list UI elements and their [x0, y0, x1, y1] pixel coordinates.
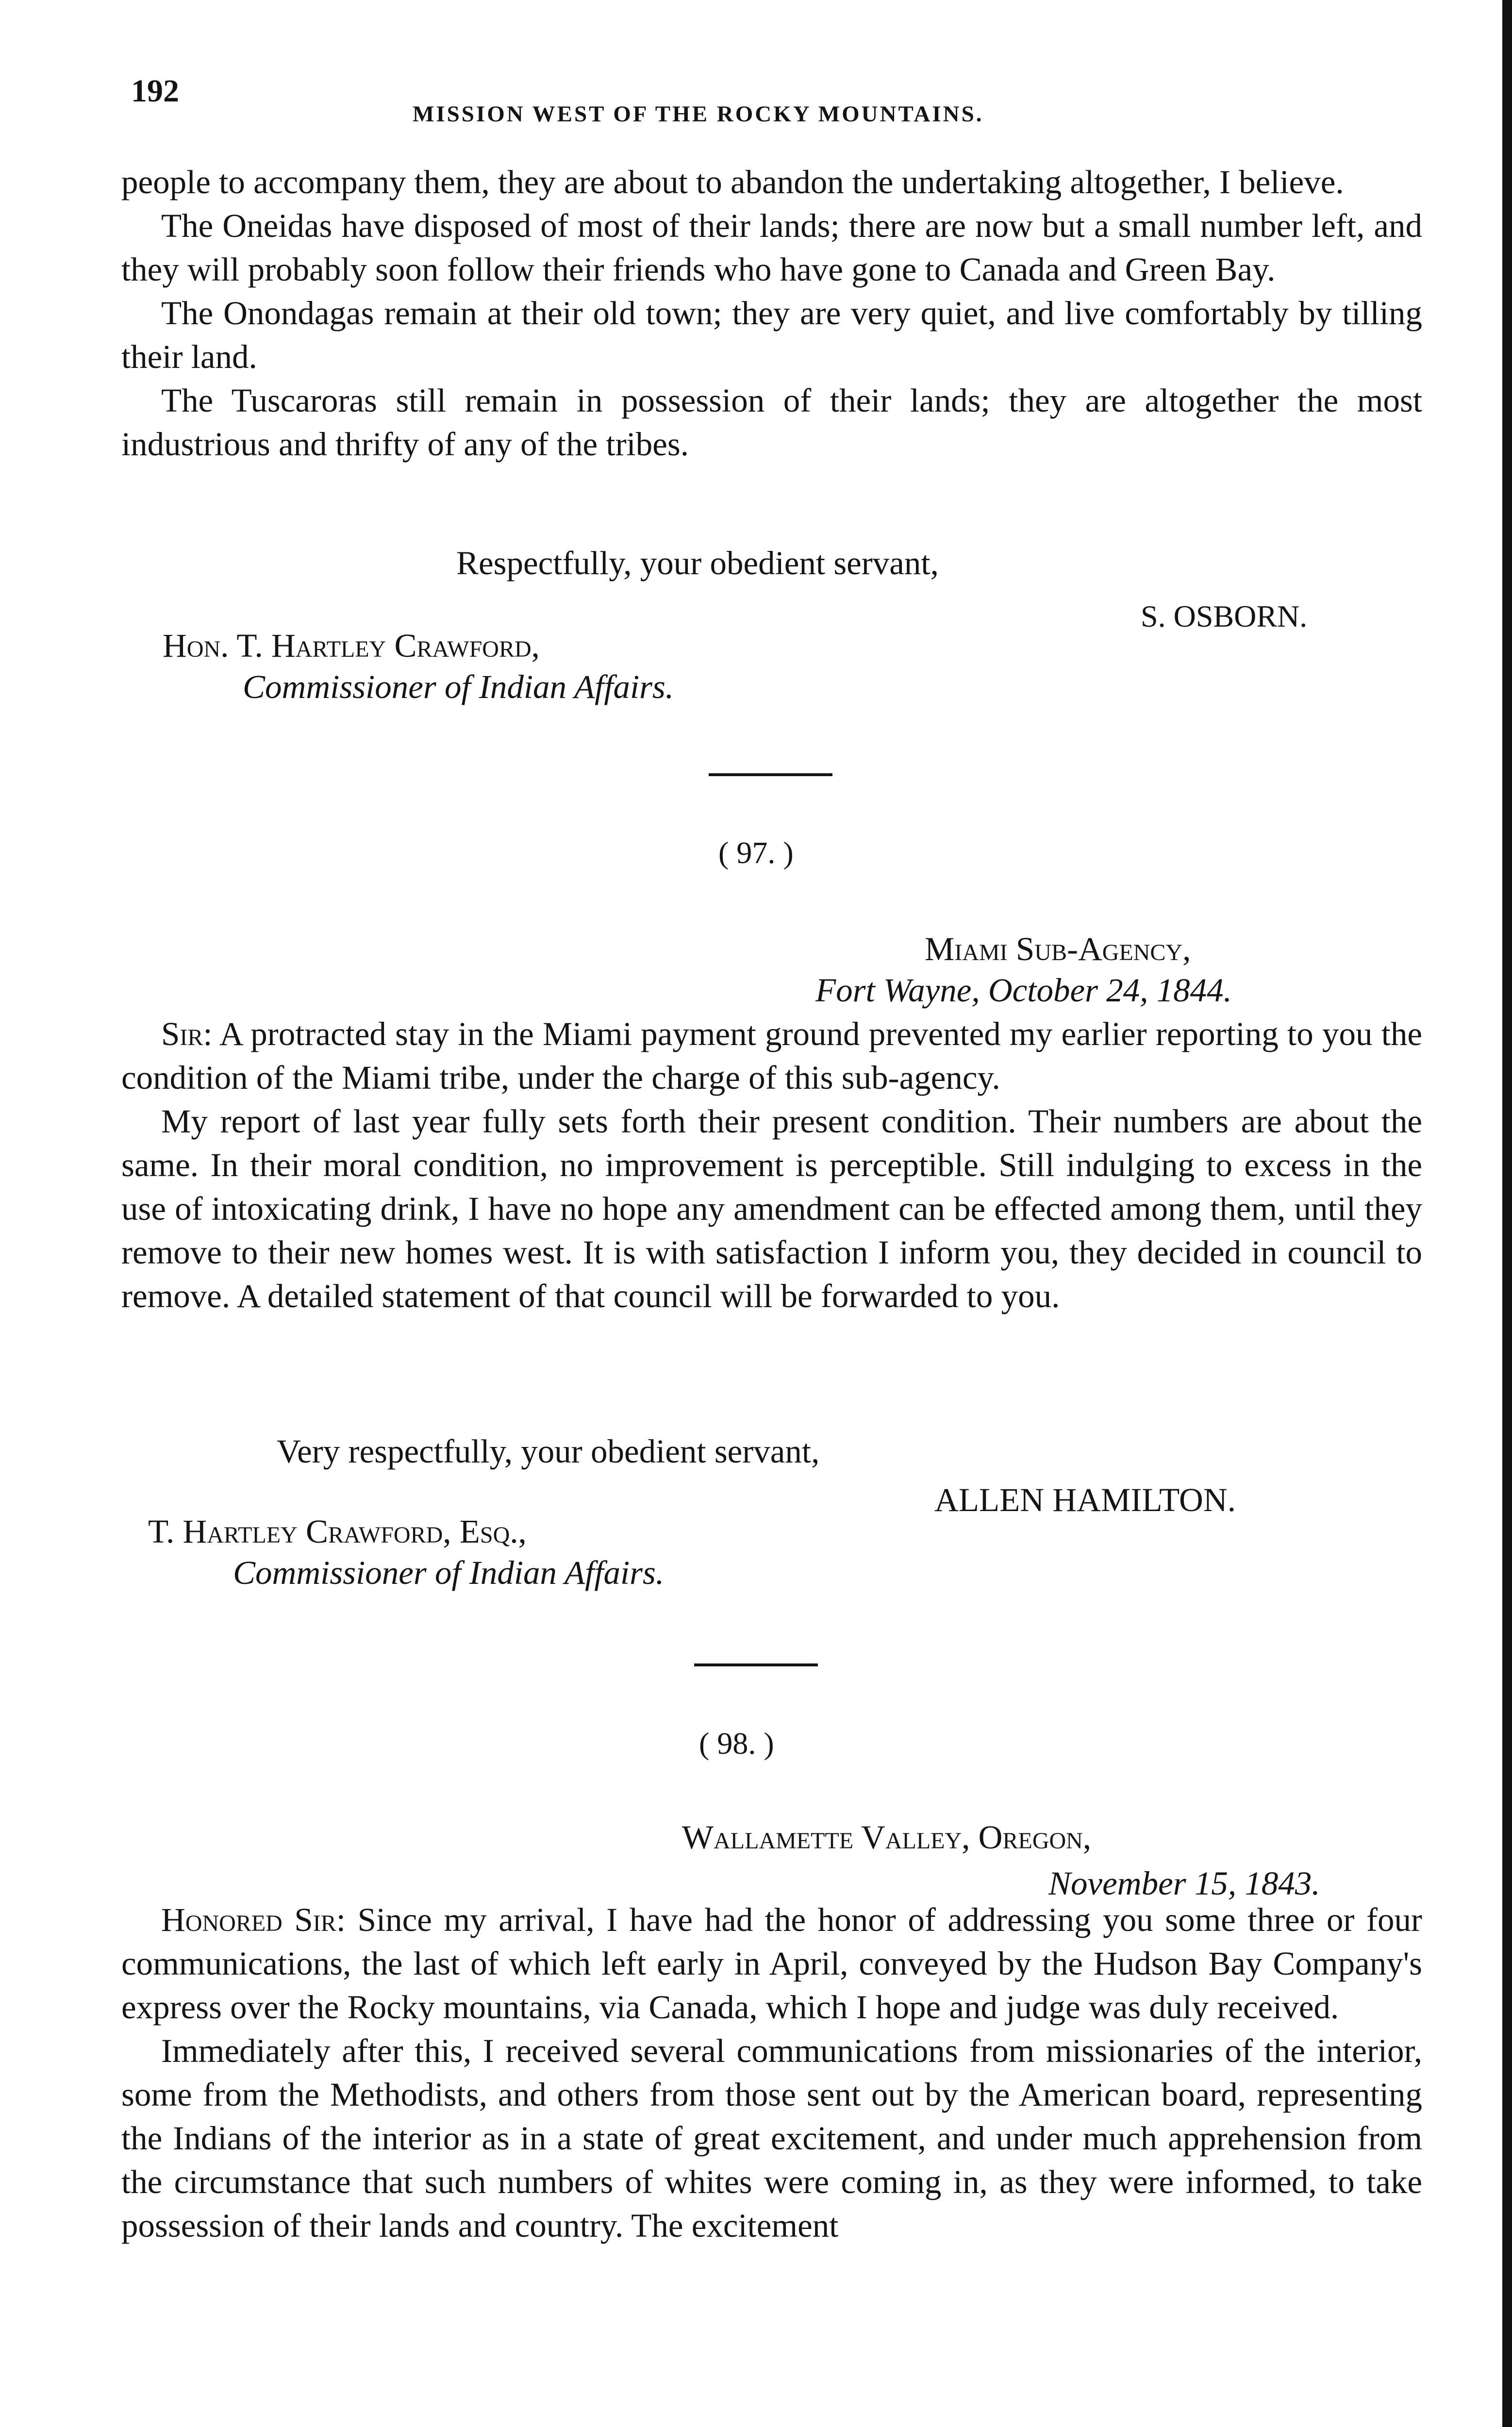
letter-date: Fort Wayne, October 24, 1844.: [815, 972, 1232, 1009]
paragraph-text: A protracted stay in the Miami payment ground prevented my earlier reporting to you the condition of the Miami tribe, under the charge of this sub-agency.: [121, 1015, 1422, 1096]
salutation: Sir:: [161, 1015, 213, 1052]
paragraph: The Oneidas have disposed of most of their lands; there are now but a small number left, and they will probably soon follow their friends who have gone to Canada and Green Bay.: [121, 207, 1422, 288]
paragraph: My report of last year fully sets forth their present condition. Their numbers are about the same. In their moral condition, no improvement is perceptible. Still indulging to excess in the use of intoxicating drink, I have no hope any amendment can be effected among them, until they remove to their new homes west. It is with satisfaction I inform you, they decided in council to remove. A detailed statement of that council will be forwarded to you.: [121, 1103, 1422, 1314]
letter-place: Miami Sub-Agency,: [925, 931, 1191, 967]
document-number: ( 98. ): [699, 1726, 774, 1761]
letter-96-body: [121, 160, 1422, 466]
letter-97-body: [121, 1012, 1422, 1318]
letter-98-body: [121, 1898, 1422, 2247]
addressee-name: T. Hartley Crawford, Esq.,: [148, 1513, 527, 1550]
paragraph: [121, 1898, 1422, 2029]
paragraph: The Tuscaroras still remain in possession of their lands; they are altogether the most industrious and thrifty of any of the tribes.: [121, 382, 1422, 463]
salutation: Honored Sir:: [161, 1901, 346, 1938]
closing-line: Respectfully, your obedient servant,: [456, 545, 939, 582]
section-divider: [709, 773, 832, 776]
section-divider: [694, 1663, 818, 1666]
scan-edge-right: [1502, 0, 1512, 2427]
page-header: [131, 73, 1422, 126]
document-number: ( 97. ): [718, 835, 794, 870]
letter-place: Wallamette Valley, Oregon,: [682, 1819, 1092, 1856]
closing-line: Very respectfully, your obedient servant,: [277, 1433, 820, 1470]
page-number: 192: [131, 73, 179, 109]
paragraph: people to accompany them, they are about to abandon the undertaking altogether, I believe.: [121, 164, 1344, 200]
paragraph-text: Since my arrival, I have had the honor of addressing you some three or four communications, the last of which left early in April, conveyed by the Hudson Bay Company's express over the Rocky mountains, via Canada, which I hope and judge was duly received.: [121, 1901, 1423, 2026]
signature: ALLEN HAMILTON.: [934, 1481, 1236, 1518]
addressee-title: Commissioner of Indian Affairs.: [243, 668, 674, 705]
letter-date: November 15, 1843.: [1048, 1865, 1320, 1902]
paragraph: The Onondagas remain at their old town; they are very quiet, and live comfortably by tilling their land.: [121, 295, 1422, 375]
addressee-title: Commissioner of Indian Affairs.: [233, 1554, 665, 1591]
running-title: MISSION WEST OF THE ROCKY MOUNTAINS.: [413, 101, 984, 127]
paragraph: [121, 1012, 1422, 1099]
addressee-name: Hon. T. Hartley Crawford,: [163, 627, 540, 664]
signature: S. OSBORN.: [1141, 599, 1308, 633]
paragraph: Immediately after this, I received several communications from missionaries of the interior, some from the Methodists, and others from those sent out by the American board, representing the Indians of the interior as in a state of great excitement, and under much apprehension from the circumstance that such numbers of whites were coming in, as they were informed, to take possession of their lands and country. The excitement: [121, 2032, 1422, 2244]
